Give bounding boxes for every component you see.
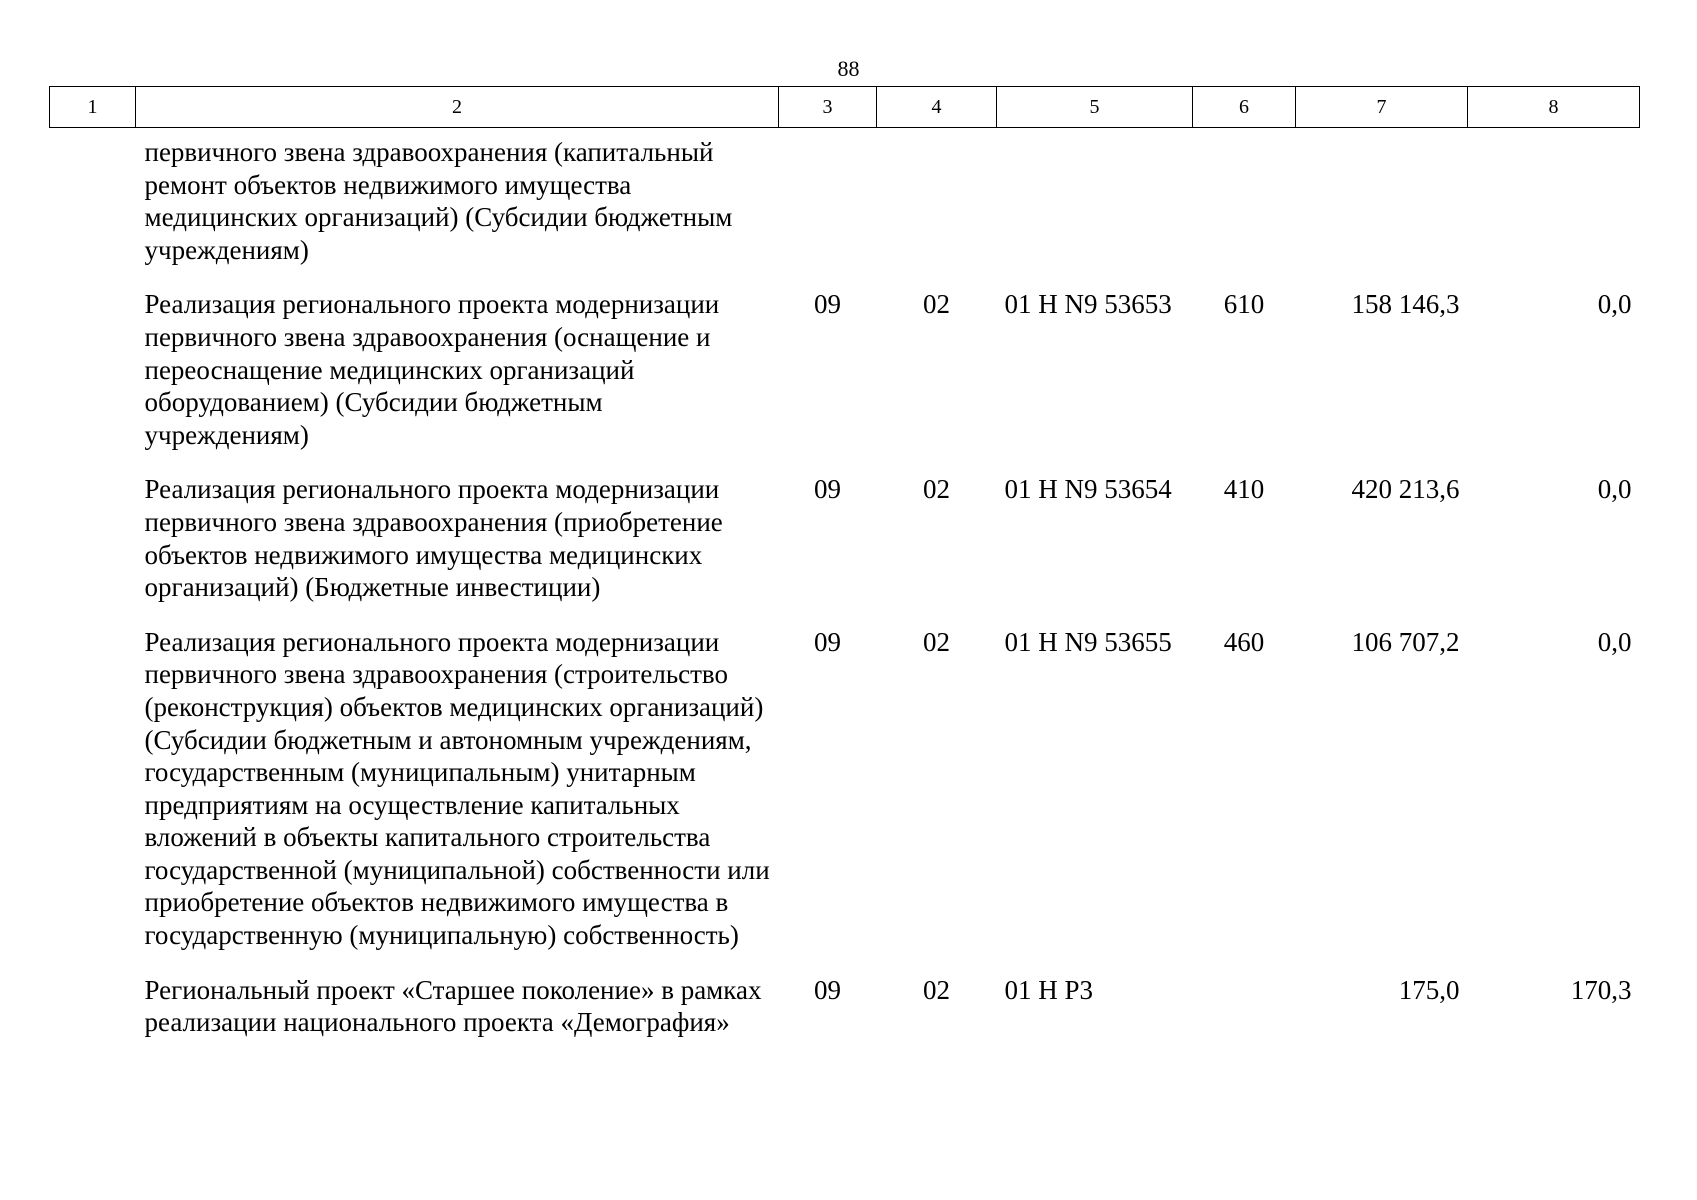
row-summa-2: 0,0 (1597, 289, 1632, 320)
table-header-row (50, 87, 1640, 128)
table-row (50, 128, 1640, 279)
row-vid-raskhodov: 610 (1223, 289, 1265, 320)
table-row (50, 616, 1640, 964)
row-tselevaya-statya (997, 128, 1193, 279)
row-summa-2: 0,0 (1597, 626, 1632, 657)
row-tselevaya-statya: 01 Н N9 53654 (1004, 474, 1172, 505)
row-spacer-cell (50, 128, 136, 279)
row-podrazdel (877, 128, 997, 279)
row-tselevaya-statya: 01 Н N9 53653 (1004, 289, 1172, 320)
row-podrazdel: 02 (923, 474, 950, 505)
row-summa-1: 158 146,3 (1351, 289, 1460, 320)
row-spacer-cell (50, 463, 136, 615)
column-header-8: 8 (1468, 87, 1640, 128)
row-vid-raskhodov (1193, 128, 1296, 279)
column-header-7: 7 (1296, 87, 1468, 128)
row-podrazdel: 02 (923, 974, 950, 1005)
row-razdel: 09 (814, 289, 841, 320)
row-summa-1: 175,0 (1398, 974, 1460, 1005)
row-summa-1 (1296, 128, 1468, 279)
row-razdel: 09 (814, 474, 841, 505)
row-name: Региональный проект «Старшее поколение» в рамках реализации национального проекта «Демография» (144, 974, 762, 1038)
row-vid-raskhodov: 460 (1223, 626, 1265, 657)
table-row (50, 463, 1640, 615)
row-name: первичного звена здравоохранения (капитальный ремонт объектов недвижимого имущества медицинских организаций) (Субсидии бюджетным учреждениям) (144, 137, 733, 265)
row-summa-2: 0,0 (1597, 474, 1632, 505)
column-header-4: 4 (877, 87, 997, 128)
row-summa-2: 170,3 (1570, 974, 1632, 1005)
row-vid-raskhodov: 410 (1223, 474, 1265, 505)
row-name: Реализация регионального проекта модернизации первичного звена здравоохранения (строительство (реконструкция) объектов медицинских организаций) (Субсидии бюджетным и автономным учреждениям, государственным (муниципальным) унитарным предприятиям на осуществление капитальных вложений в объекты капитального строительства государственной (муниципальной) собственности или приобретение объектов недвижимого имущества в государственную (муниципальную) собственность) (144, 626, 770, 951)
table-row (50, 278, 1640, 463)
row-summa-1: 106 707,2 (1351, 626, 1460, 657)
column-header-1: 1 (50, 87, 136, 128)
row-tselevaya-statya: 01 Н P3 (1004, 974, 1094, 1005)
row-tselevaya-statya: 01 Н N9 53655 (1004, 626, 1172, 657)
row-spacer-cell (50, 278, 136, 463)
budget-table (49, 86, 1640, 1051)
row-spacer-cell (50, 616, 136, 964)
row-name: Реализация регионального проекта модернизации первичного звена здравоохранения (приобретение объектов недвижимого имущества медицинских организаций) (Бюджетные инвестиции) (144, 474, 723, 603)
column-header-2: 2 (136, 87, 779, 128)
column-header-6: 6 (1193, 87, 1296, 128)
row-podrazdel: 02 (923, 626, 950, 657)
column-header-5: 5 (997, 87, 1193, 128)
page-number: 88 (837, 56, 860, 81)
table-row (50, 964, 1640, 1051)
row-summa-1: 420 213,6 (1351, 474, 1460, 505)
row-razdel (779, 128, 877, 279)
row-spacer-cell (50, 964, 136, 1051)
row-razdel: 09 (814, 626, 841, 657)
row-podrazdel: 02 (923, 289, 950, 320)
row-name: Реализация регионального проекта модернизации первичного звена здравоохранения (оснащение и переоснащение медицинских организаций оборудованием) (Субсидии бюджетным учреждениям) (144, 289, 720, 450)
row-razdel: 09 (814, 974, 841, 1005)
row-vid-raskhodov (1193, 964, 1296, 1051)
row-summa-2 (1468, 128, 1640, 279)
column-header-3: 3 (779, 87, 877, 128)
